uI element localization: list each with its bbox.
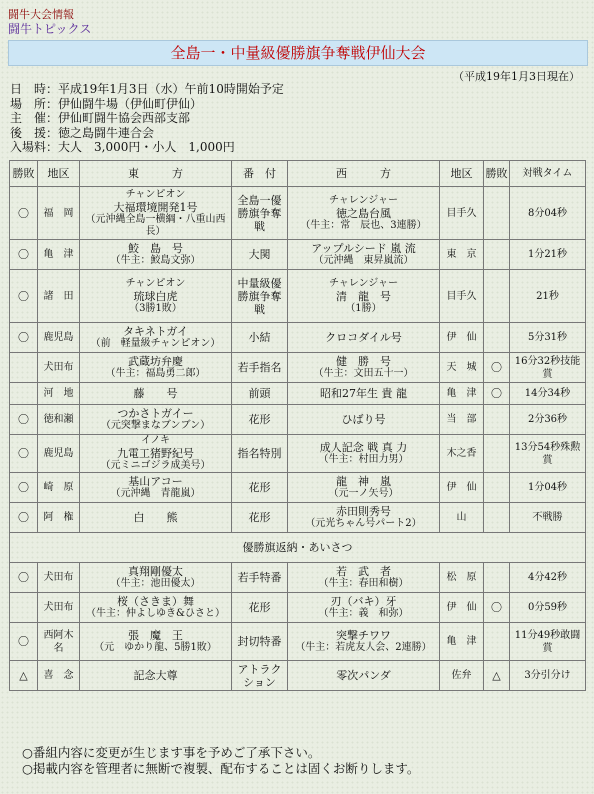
bout-table	[9, 160, 586, 691]
area-west: 松 原	[440, 563, 484, 593]
result-east: 〇	[10, 240, 38, 270]
bull-name: 昭和27年生 貴 龍	[320, 387, 407, 400]
west-bull	[288, 270, 440, 323]
bull-note: （牛主：常 辰也、3連勝）	[300, 219, 427, 231]
area-west: 亀 津	[440, 623, 484, 661]
bout-time: 14分34秒	[510, 383, 586, 405]
result-west	[484, 323, 510, 353]
info-key: 後 援：	[10, 125, 59, 140]
header-cell: 西 方	[288, 161, 440, 187]
bull-name: クロコダイル号	[325, 331, 402, 344]
info-value: 平成19年1月3日（水）午前10時開始予定	[58, 82, 284, 96]
bull-title: イノキ	[141, 435, 170, 446]
area-west: 亀 津	[440, 383, 484, 405]
bull-name: 刃（バキ）牙	[330, 595, 397, 608]
bull-note: （牛主：村田力男）	[318, 454, 409, 465]
east-bull	[80, 593, 232, 623]
west-bull	[288, 473, 440, 503]
bull-name: 基山アコー	[128, 475, 183, 488]
notes	[22, 745, 419, 777]
west-bull	[288, 405, 440, 435]
result-west	[484, 240, 510, 270]
bout-time: 16分32秒技能賞	[510, 353, 586, 383]
bull-note: （元一ノ矢号）	[328, 488, 399, 499]
bout-time: 2分36秒	[510, 405, 586, 435]
east-bull	[80, 563, 232, 593]
bout-time: 21秒	[510, 270, 586, 323]
table-row	[10, 270, 586, 323]
bull-title: チャンピオン	[125, 188, 186, 200]
info-value: 徳之島闘牛連合会	[58, 125, 155, 140]
area-east: 鹿児島	[38, 323, 80, 353]
info-row	[10, 126, 284, 141]
bull-note: （牛主：文田五十一）	[313, 368, 414, 379]
result-east: 〇	[10, 473, 38, 503]
rank: 指名特別	[232, 435, 288, 473]
rank: 花形	[232, 473, 288, 503]
table-row	[10, 435, 586, 473]
area-west: 当 部	[440, 405, 484, 435]
result-east: △	[10, 661, 38, 691]
bull-note: （元 ゆかり龍、5勝1敗）	[94, 642, 217, 653]
west-bull	[288, 563, 440, 593]
info-key: 主 催：	[10, 111, 59, 125]
table-row	[10, 661, 586, 691]
west-bull	[288, 383, 440, 405]
breadcrumb-link[interactable]: 闘牛トピックス	[8, 22, 92, 36]
result-east: 〇	[10, 187, 38, 240]
table-row	[10, 473, 586, 503]
bull-note: （牛主：池田優太）	[110, 578, 201, 589]
area-west: 東 京	[440, 240, 484, 270]
bout-time: 4分42秒	[510, 563, 586, 593]
info-value: 大人 3,000円・小人 1,000円	[58, 140, 235, 154]
bout-time: 不戦勝	[510, 503, 586, 533]
west-bull	[288, 503, 440, 533]
header-cell: 東 方	[80, 161, 232, 187]
east-bull	[80, 240, 232, 270]
rank: 花形	[232, 593, 288, 623]
east-bull	[80, 623, 232, 661]
area-east: 徳和瀬	[38, 405, 80, 435]
result-west	[484, 473, 510, 503]
area-east: 阿 権	[38, 503, 80, 533]
bull-note: （3勝1敗）	[129, 302, 182, 314]
result-west	[484, 435, 510, 473]
section-divider	[10, 533, 586, 563]
bull-name: 零次パンダ	[336, 669, 391, 682]
result-west	[484, 623, 510, 661]
east-bull	[80, 661, 232, 691]
info-row	[10, 82, 284, 97]
table-row	[10, 383, 586, 405]
area-east: 犬田布	[38, 353, 80, 383]
bull-name: 大福環境開発1号	[113, 200, 198, 214]
result-west	[484, 187, 510, 240]
bull-name: 武蔵坊弁慶	[128, 355, 183, 368]
area-west: 佐弁	[440, 661, 484, 691]
bull-name: 清 龍 号	[336, 289, 391, 303]
east-bull	[80, 435, 232, 473]
bull-name: 成人記念 戦 真 力	[319, 441, 408, 454]
bout-time: 5分31秒	[510, 323, 586, 353]
bull-name: 白 熊	[133, 511, 178, 524]
table-row	[10, 623, 586, 661]
west-bull	[288, 323, 440, 353]
result-east: 〇	[10, 563, 38, 593]
bull-title: チャンピオン	[125, 277, 186, 289]
bull-name: つかさトガイー	[117, 407, 194, 420]
header-cell: 番 付	[232, 161, 288, 187]
east-bull	[80, 383, 232, 405]
west-bull	[288, 623, 440, 661]
bull-note: （牛主：春田和樹）	[318, 578, 409, 589]
divider-label: 優勝旗返納・あいさつ	[10, 533, 586, 563]
east-bull	[80, 353, 232, 383]
rank: 封切特番	[232, 623, 288, 661]
west-bull	[288, 593, 440, 623]
page-title: 全島一・中量級優勝旗争奪戦伊仙大会	[8, 40, 588, 66]
west-bull	[288, 435, 440, 473]
bull-name: 桜（さきま）舞	[117, 595, 194, 608]
bout-time: 3分引分け	[510, 661, 586, 691]
bull-note: （牛主：鮫島文弥）	[110, 255, 201, 266]
rank: 花形	[232, 405, 288, 435]
bull-name: 龍 神 嵐	[336, 475, 391, 488]
rank: 中量級優勝旗争奪戦	[232, 270, 288, 323]
area-west: 天 城	[440, 353, 484, 383]
east-bull	[80, 187, 232, 240]
area-west: 目手久	[440, 187, 484, 240]
area-east: 諸 田	[38, 270, 80, 323]
result-east: 〇	[10, 323, 38, 353]
bull-name: 赤田則秀号	[336, 505, 391, 518]
area-east: 西阿木名	[38, 623, 80, 661]
result-east	[10, 593, 38, 623]
west-bull	[288, 240, 440, 270]
bull-name: 藤 号	[133, 387, 178, 400]
rank: 若手特番	[232, 563, 288, 593]
bull-name: 九電工猪野紀号	[117, 447, 194, 460]
bull-note: （元沖縄 東昇嵐流）	[313, 255, 414, 266]
bull-name: アップルシード 嵐 流	[311, 242, 416, 255]
result-west	[484, 563, 510, 593]
bull-note: （1勝）	[345, 302, 382, 314]
east-bull	[80, 270, 232, 323]
result-east: 〇	[10, 623, 38, 661]
result-east: 〇	[10, 405, 38, 435]
bout-time: 11分49秒敢闘賞	[510, 623, 586, 661]
area-east: 鹿児島	[38, 435, 80, 473]
bout-time: 1分21秒	[510, 240, 586, 270]
result-east: 〇	[10, 270, 38, 323]
info-key: 場 所：	[10, 96, 59, 111]
table-row	[10, 563, 586, 593]
rank: 若手指名	[232, 353, 288, 383]
header-cell: 地区	[440, 161, 484, 187]
bull-title: チャレンジャー	[329, 277, 398, 289]
bull-note: （元沖縄全島一横綱・八重山西長）	[85, 213, 226, 237]
table-header	[10, 161, 586, 187]
area-west: 伊 仙	[440, 473, 484, 503]
area-east: 亀 津	[38, 240, 80, 270]
area-east: 河 地	[38, 383, 80, 405]
area-east: 犬田布	[38, 563, 80, 593]
bull-note: （元沖縄 青龍嵐）	[110, 488, 201, 499]
result-east	[10, 353, 38, 383]
bull-note: （牛主：仲よしゆき&ひさと）	[86, 608, 225, 619]
rank: 大関	[232, 240, 288, 270]
result-west: 〇	[484, 353, 510, 383]
bull-name: 徳之島台風	[336, 206, 391, 220]
bull-name: 張 魔 王	[128, 629, 183, 642]
east-bull	[80, 405, 232, 435]
bout-time: 0分59秒	[510, 593, 586, 623]
east-bull	[80, 323, 232, 353]
result-east: 〇	[10, 503, 38, 533]
area-east: 犬田布	[38, 593, 80, 623]
header-cell: 勝敗	[484, 161, 510, 187]
bull-name: 真翔剛優太	[128, 565, 183, 578]
table-row	[10, 405, 586, 435]
bull-note: （元光ちゃん号パート2）	[305, 518, 422, 529]
bull-name: 記念大尊	[133, 669, 178, 682]
bout-time: 8分04秒	[510, 187, 586, 240]
bull-title: チャレンジャー	[329, 194, 398, 206]
west-bull	[288, 661, 440, 691]
header-cell: 地区	[38, 161, 80, 187]
note-line: ○掲載内容を管理者に無断で複製、配布することは固くお断りします。	[22, 761, 420, 776]
area-west: 木之香	[440, 435, 484, 473]
rank: 前頭	[232, 383, 288, 405]
info-key: 入場料：	[10, 140, 59, 154]
bull-note: （元突撃まなブンブン）	[100, 420, 211, 431]
table-row	[10, 187, 586, 240]
bull-note: （牛主：義 和弥）	[318, 608, 409, 619]
breadcrumb-link[interactable]: 闘牛大会情報	[8, 8, 74, 21]
result-west	[484, 270, 510, 323]
result-west	[484, 503, 510, 533]
info-row	[10, 97, 284, 112]
bull-name: タキネトガイ	[122, 325, 189, 338]
east-bull	[80, 473, 232, 503]
bull-name: 健 勝 号	[336, 355, 391, 368]
bull-note: （牛主：福島勇二郎）	[105, 368, 206, 379]
info-value: 伊仙町闘牛協会西部支部	[58, 111, 191, 125]
bull-note: （牛主：若虎友人会、2連勝）	[295, 642, 432, 653]
header-cell: 対戦タイム	[510, 161, 586, 187]
result-west: △	[484, 661, 510, 691]
table-row	[10, 503, 586, 533]
bout-time: 1分04秒	[510, 473, 586, 503]
bout-time: 13分54秒殊勲賞	[510, 435, 586, 473]
area-east: 喜 念	[38, 661, 80, 691]
area-west: 伊 仙	[440, 593, 484, 623]
result-west	[484, 405, 510, 435]
east-bull	[80, 503, 232, 533]
info-key: 日 時：	[10, 82, 59, 96]
info-row	[10, 140, 284, 155]
header-cell: 勝敗	[10, 161, 38, 187]
result-east: 〇	[10, 435, 38, 473]
bull-name: 突撃チワワ	[336, 629, 391, 642]
bull-note: （前 軽量級チャンピオン）	[90, 338, 221, 349]
result-east	[10, 383, 38, 405]
west-bull	[288, 187, 440, 240]
rank: 全島一優勝旗争奪戦	[232, 187, 288, 240]
area-east: 崎 原	[38, 473, 80, 503]
west-bull	[288, 353, 440, 383]
rank: 花形	[232, 503, 288, 533]
info-row	[10, 111, 284, 126]
table-row	[10, 240, 586, 270]
note-line: ○番組内容に変更が生じます事を予めご了承下さい。	[22, 745, 321, 760]
bull-name: 若 武 者	[336, 565, 391, 578]
bull-name: ひばり号	[341, 413, 386, 426]
updated-date: （平成19年1月3日現在）	[453, 70, 580, 83]
table-row	[10, 323, 586, 353]
bull-name: 琉球白虎	[133, 289, 178, 303]
bull-note: （元ミニゴジラ成美号）	[100, 460, 211, 471]
info-value: 伊仙闘牛場（伊仙町伊仙）	[58, 96, 203, 111]
area-west: 山	[440, 503, 484, 533]
area-west: 伊 仙	[440, 323, 484, 353]
area-west: 目手久	[440, 270, 484, 323]
table-row	[10, 353, 586, 383]
result-west: 〇	[484, 383, 510, 405]
table-row	[10, 593, 586, 623]
bull-name: 鮫 島 号	[128, 242, 183, 255]
rank: 小結	[232, 323, 288, 353]
rank: アトラクション	[232, 661, 288, 691]
area-east: 福 岡	[38, 187, 80, 240]
result-west: 〇	[484, 593, 510, 623]
event-info	[10, 82, 284, 155]
